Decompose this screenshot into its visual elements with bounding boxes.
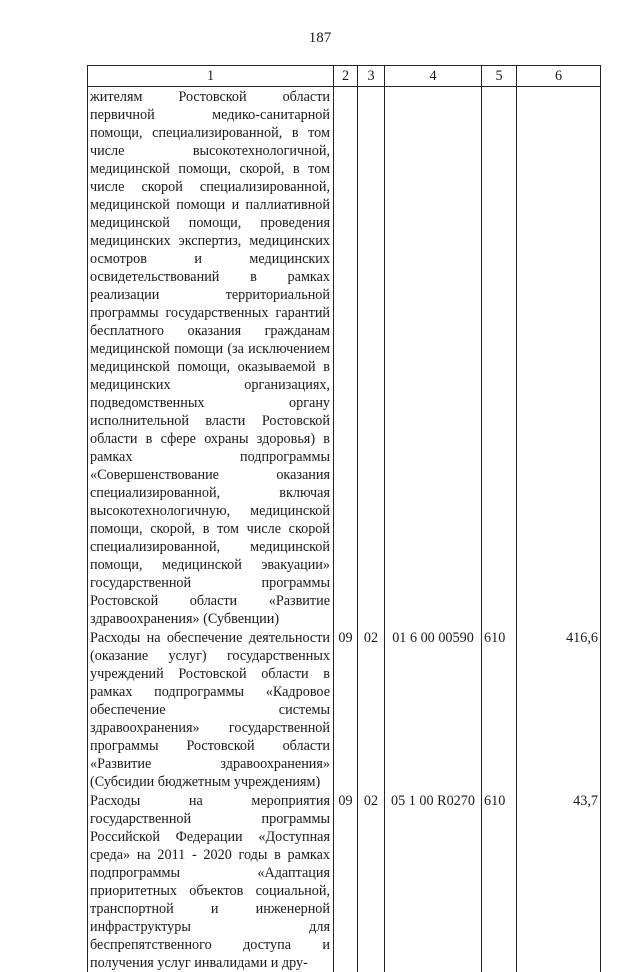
header-row xyxy=(88,66,601,87)
header-col-4: 4 xyxy=(385,66,482,87)
table-row xyxy=(88,791,601,972)
header-col-2: 2 xyxy=(334,66,358,87)
row-description: жителям Ростовской области первичной медико-санитарной помощи, специализированной, в том числе высокотехнологичной, медицинской помощи, скорой, в том числе скорой специализированной, медицинской помощи и паллиативной медицинской помощи, проведения медицинских экспертиз, медицинских осмотров и медицинских освидетельствований в рамках реализации территориальной программы государственных гарантий бесплатного оказания гражданам медицинской помощи (за исключением медицинской помощи, оказываемой в медицинских организациях, подведомственных органу исполнительной власти Ростовской области в сфере охраны здоровья) в рамках подпрограммы «Совершенствование оказания специализированной, включая высокотехнологичную, медицинской помощи, скорой, в том числе скорой специализированной, медицинской помощи, медицинской эвакуации» государственной программы Ростовской области «Развитие здравоохранения» (Субвенции) xyxy=(88,87,334,629)
row-description: Расходы на обеспечение деятельности (оказание услуг) государственных учреждений Ростовской области в рамках подпрограммы «Кадровое обеспечение системы здравоохранения» государственной программы Ростовской области «Развитие здравоохранения» (Субсидии бюджетным учреждениям) xyxy=(88,628,334,791)
row-target-article: 01 6 00 00590 xyxy=(385,628,482,791)
row-expense-type: 610 xyxy=(482,628,517,791)
table-row xyxy=(88,87,601,629)
row-section: 09 xyxy=(334,628,358,791)
header-col-5: 5 xyxy=(482,66,517,87)
row-section: 09 xyxy=(334,791,358,972)
header-col-6: 6 xyxy=(517,66,601,87)
row-amount: 43,7 xyxy=(517,791,601,972)
row-amount xyxy=(517,87,601,629)
budget-table xyxy=(87,65,601,972)
page-number: 187 xyxy=(0,30,640,47)
row-expense-type: 610 xyxy=(482,791,517,972)
row-target-article: 05 1 00 R0270 xyxy=(385,791,482,972)
row-section xyxy=(334,87,358,629)
table-row xyxy=(88,628,601,791)
header-col-1: 1 xyxy=(88,66,334,87)
row-target-article xyxy=(385,87,482,629)
table-body xyxy=(88,87,601,972)
header-col-3: 3 xyxy=(358,66,385,87)
row-subsection: 02 xyxy=(358,791,385,972)
row-subsection: 02 xyxy=(358,628,385,791)
row-description: Расходы на мероприятия государственной программы Российской Федерации «Доступная среда» на 2011 - 2020 годы в рамках подпрограммы «Адаптация приоритетных объектов социальной, транспортной и инженерной инфраструктуры для беспрепятственного доступа и получения услуг инвалидами и дру- xyxy=(88,791,334,972)
row-expense-type xyxy=(482,87,517,629)
table-header xyxy=(88,66,601,87)
row-subsection xyxy=(358,87,385,629)
row-amount: 416,6 xyxy=(517,628,601,791)
